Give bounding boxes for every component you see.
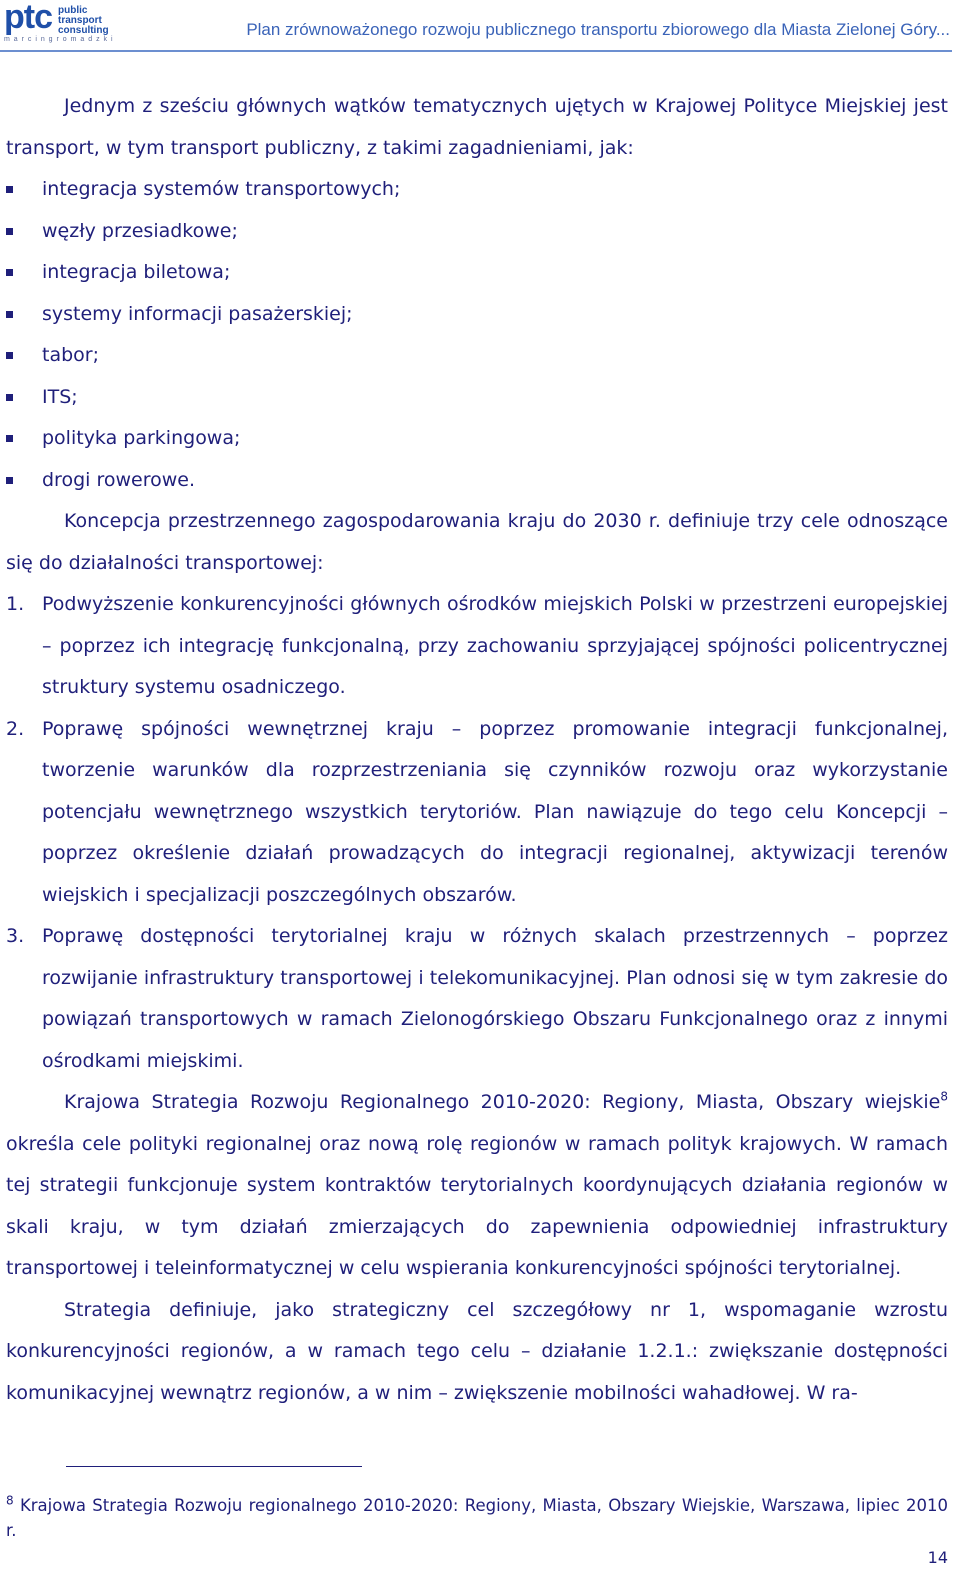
footnote-ref[interactable]: 8 (940, 1089, 948, 1104)
logo-mark: ptc (4, 0, 52, 36)
bullet-list (6, 169, 948, 501)
item-number: 1. (6, 593, 25, 615)
logo-line: public (58, 5, 88, 16)
footnote-text: Krajowa Strategia Rozwoju regionalnego 2010-2020: Regiony, Miasta, Obszary Wiejskie, Warszawa, lipiec 2010 r. (6, 1496, 948, 1540)
logo-line: consulting (58, 25, 109, 36)
paragraph: Strategia definiuje, jako strategiczny cel szczegółowy nr 1, wspomaganie wzrostu konkurencyjności regionów, a w ramach tego celu – działanie 1.2.1.: zwiększanie dostępności komunikacyjnej wewnątrz regionów, a w nim – zwiększenie mobilności wahadłowej. W ra- (6, 1298, 948, 1404)
page-body (6, 86, 948, 1414)
list-item: integracja biletowa; (6, 252, 948, 294)
footnote-marker: 8 (6, 1493, 14, 1508)
paragraph: Jednym z sześciu głównych wątków tematycznych ujętych w Krajowej Polityce Miejskiej jest transport, w tym transport publiczny, z takimi zagadnieniami, jak: (6, 95, 948, 159)
list-item: integracja systemów transportowych; (6, 169, 948, 211)
footnote-divider (66, 1466, 362, 1467)
list-item: drogi rowerowe. (6, 460, 948, 502)
footnote (6, 1493, 948, 1543)
header-divider (0, 50, 952, 52)
numbered-list (6, 584, 948, 1082)
numbered-item (6, 709, 948, 917)
document-title: Plan zrównoważonego rozwoju publicznego transportu zbiorowego dla Miasta Zielonej Góry... (246, 20, 950, 39)
list-item: systemy informacji pasażerskiej; (6, 294, 948, 336)
numbered-item (6, 916, 948, 1082)
list-item: tabor; (6, 335, 948, 377)
list-item: polityka parkingowa; (6, 418, 948, 460)
paragraph-text: określa cele polityki regionalnej oraz nową rolę regionów w ramach polityk krajowych. W ramach tej strategii funkcjonuje system kontraktów terytorialnych koordynujących działania regionów w skali kraju, w tym działań zmierzających do zapewnienia odpowiedniej infrastruktury transportowej i teleinformatycznej w celu wspierania konkurencyjności spójności terytorialnej. (6, 1132, 948, 1279)
page-header (0, 0, 960, 52)
item-text: Poprawę spójności wewnętrznej kraju – poprzez promowanie integracji funkcjonalnej, tworzenie warunków dla rozprzestrzeniania się czynników rozwoju oraz wykorzystanie potencjału wewnętrznego wszystkich terytoriów. Plan nawiązuje do tego celu Koncepcji – poprzez określenie działań prowadzących do integracji regionalnej, aktywizacji terenów wiejskich i specjalizacji poszczególnych obszarów. (42, 717, 948, 906)
item-text: Poprawę dostępności terytorialnej kraju w różnych skalach przestrzennych – poprzez rozwijanie infrastruktury transportowej i telekomunikacyjnej. Plan odnosi się w tym zakresie do powiązań transportowych w ramach Zielonogórskiego Obszaru Funkcjonalnego oraz z innymi ośrodkami miejskimi. (42, 925, 948, 1072)
strategy-name: Krajowa Strategia Rozwoju Regionalnego 2010-2020: Regiony, Miasta, Obszary wiejskie (64, 1091, 941, 1113)
list-item: węzły przesiadkowe; (6, 211, 948, 253)
logo-line: transport (58, 15, 102, 26)
item-number: 3. (6, 925, 25, 947)
paragraph (6, 1082, 948, 1290)
paragraph: Koncepcja przestrzennego zagospodarowania kraju do 2030 r. definiuje trzy cele odnoszące się do działalności transportowej: (6, 510, 948, 574)
item-number: 2. (6, 717, 25, 740)
numbered-item (6, 584, 948, 709)
logo-wordmark (58, 6, 109, 36)
item-text: Podwyższenie konkurencyjności głównych ośrodków miejskich Polski w przestrzeni europejskiej – poprzez ich integrację funkcjonalną, przy zachowaniu sprzyjającej spójności policentrycznej struktury systemu osadniczego. (42, 593, 948, 698)
list-item: ITS; (6, 377, 948, 419)
logo-subtitle: m a r c i n g r o m a d z k i (4, 36, 114, 43)
page-number: 14 (927, 1548, 948, 1567)
ptc-logo (4, 0, 114, 44)
